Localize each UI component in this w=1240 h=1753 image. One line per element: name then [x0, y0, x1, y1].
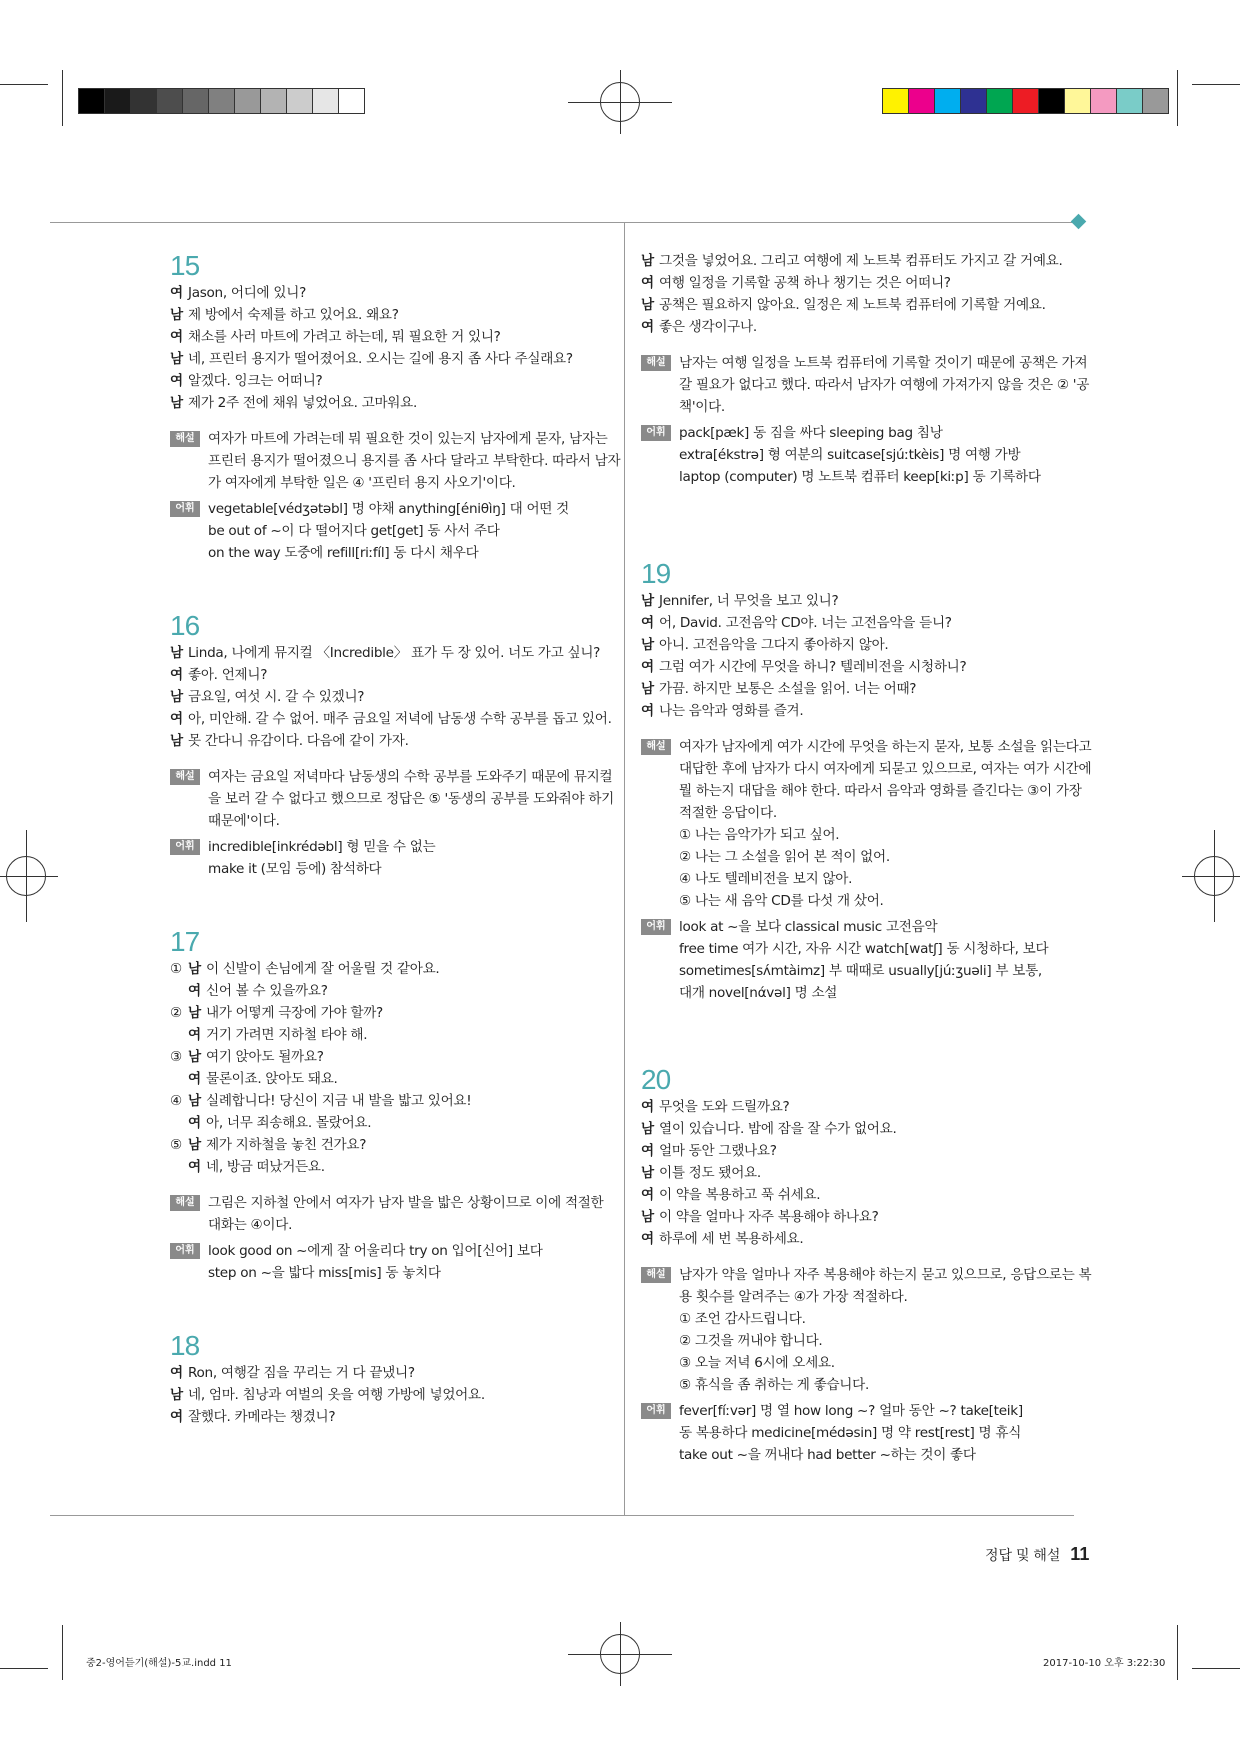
- dialogue-line: [170, 1090, 615, 1112]
- dialogue-line: [170, 730, 615, 752]
- dialogue-text: 신어 볼 수 있을까요?: [206, 983, 328, 999]
- dialogue-text: 네, 방금 떠났거든요.: [206, 1159, 325, 1175]
- color-swatch: [104, 88, 131, 114]
- footer-section: 정답 및 해설: [985, 1547, 1061, 1563]
- question-number: 20: [641, 1064, 671, 1095]
- color-swatch: [1012, 88, 1039, 114]
- explanation: [170, 1192, 615, 1236]
- dialogue-line: [170, 326, 615, 348]
- dialogue-text: 제 방에서 숙제를 하고 있어요. 왜요?: [188, 307, 399, 323]
- crop-mark: [62, 70, 63, 126]
- vocabulary-label: 어휘: [170, 839, 200, 855]
- explanation-line: 책'이다.: [679, 399, 725, 415]
- speaker: 남: [641, 681, 654, 697]
- dialogue-text: Ron, 여행갈 짐을 꾸리는 거 다 끝냈니?: [188, 1365, 415, 1381]
- crop-mark: [1177, 1625, 1178, 1680]
- vocabulary-line: pack[pæk] 동 짐을 싸다 sleeping bag 침낭: [679, 425, 943, 441]
- question-number: 17: [170, 926, 200, 957]
- dialogue-text: 네, 프린터 용지가 떨어졌어요. 오시는 길에 용지 좀 사다 주실래요?: [188, 351, 573, 367]
- speaker: 여: [188, 1027, 201, 1043]
- dialogue-line: [641, 316, 1086, 338]
- explanation: [641, 736, 1092, 912]
- dialogue-text: 이 약을 복용하고 푹 쉬세요.: [659, 1187, 821, 1203]
- speaker: 남: [188, 1093, 201, 1109]
- vocabulary-label: 어휘: [641, 919, 671, 935]
- speaker: 남: [641, 637, 654, 653]
- vocabulary: [641, 916, 1086, 1004]
- vocabulary-label: 어휘: [170, 501, 200, 517]
- dialogue-text: 아, 미안해. 갈 수 없어. 매주 금요일 저녁에 남동생 수학 공부를 돕고 있어.: [188, 711, 612, 727]
- dialogue-line: [641, 1096, 1086, 1118]
- dialogue-line: [641, 590, 1086, 612]
- question-block: [170, 1330, 615, 1428]
- dialogue-line: [170, 1046, 615, 1068]
- page-number: 11: [1070, 1544, 1090, 1564]
- choice-number: ③: [170, 1049, 182, 1065]
- dialogue-text: 가끔. 하지만 보통은 소설을 읽어. 너는 어때?: [659, 681, 917, 697]
- registration-line: [26, 830, 27, 922]
- question-block: [641, 250, 1090, 488]
- dialogue-text: 그럼 여가 시간에 무엇을 하니? 텔레비전을 시청하니?: [659, 659, 967, 675]
- vocabulary-line: look good on ~에게 잘 어울리다 try on 입어[신어] 보다: [208, 1243, 543, 1259]
- color-swatch: [1116, 88, 1143, 114]
- dialogue-text: 아니. 고전음악을 그다지 좋아하지 않아.: [659, 637, 889, 653]
- dialogue-line: [170, 392, 615, 414]
- speaker: 여: [188, 1115, 201, 1131]
- dialogue-text: 무엇을 도와 드릴까요?: [659, 1099, 790, 1115]
- explanation-label: 해설: [170, 1195, 200, 1211]
- dialogue-text: 물론이죠. 앉아도 돼요.: [206, 1071, 338, 1087]
- footer-rule: [50, 1515, 1074, 1516]
- spacer: [641, 338, 1086, 348]
- dialogue-line: [641, 634, 1086, 656]
- vocabulary-line: 동 복용하다 medicine[médəsin] 명 약 rest[rest] 명 휴식: [679, 1425, 1022, 1441]
- color-swatch: [1090, 88, 1117, 114]
- question-number: 15: [170, 250, 200, 281]
- dialogue-text: 아, 너무 죄송해요. 몰랐어요.: [206, 1115, 372, 1131]
- explanation-line: 대답한 후에 남자가 다시 여자에게 되묻고 있으므로, 여자는 여가 시간에: [679, 761, 1092, 777]
- dialogue-line: [170, 1002, 615, 1024]
- color-swatch: [182, 88, 209, 114]
- explanation-line: ⑤ 나는 새 음악 CD를 다섯 개 샀어.: [679, 893, 884, 909]
- dialogue-line: [641, 678, 1086, 700]
- color-swatch: [1064, 88, 1091, 114]
- dialogue-text: 제가 2주 전에 채워 넣었어요. 고마워요.: [188, 395, 417, 411]
- dialogue-text: 내가 어떻게 극장에 가야 할까?: [206, 1005, 383, 1021]
- dialogue-line: [170, 370, 615, 392]
- explanation-line: 가 여자에게 부탁한 일은 ④ '프린터 용지 사오기'이다.: [208, 475, 516, 491]
- dialogue-text: Linda, 나에게 뮤지컬 〈Incredible〉 표가 두 장 있어. 너도 가고 싶니?: [188, 645, 601, 661]
- dialogue-text: 이 신발이 손님에게 잘 어울릴 것 같아요.: [206, 961, 440, 977]
- explanation: [641, 1264, 1092, 1396]
- vocabulary-line: vegetable[védʒətəbl] 명 야채 anything[éniθìŋ] 대 어떤 것: [208, 501, 569, 517]
- dialogue-line: [170, 1156, 615, 1178]
- dialogue-text: 네, 엄마. 침낭과 여벌의 옷을 여행 가방에 넣었어요.: [188, 1387, 485, 1403]
- speaker: 여: [170, 285, 183, 301]
- speaker: 남: [188, 961, 201, 977]
- vocabulary: [170, 836, 615, 880]
- speaker: 여: [641, 659, 654, 675]
- speaker: 여: [170, 667, 183, 683]
- dialogue-line: [170, 282, 615, 304]
- explanation-line: 그림은 지하철 안에서 여자가 남자 발을 밟은 상황이므로 이에 적절한: [208, 1195, 604, 1211]
- vocabulary-label: 어휘: [641, 1403, 671, 1419]
- spacer: [170, 1178, 615, 1188]
- explanation-line: 적절한 응답이다.: [679, 805, 777, 821]
- explanation-line: 뭘 하는지 대답을 해야 한다. 따라서 음악과 영화를 즐긴다는 ③이 가장: [679, 783, 1082, 799]
- dialogue-line: [170, 1068, 615, 1090]
- explanation: [170, 428, 621, 494]
- dialogue-line: [641, 1162, 1086, 1184]
- dialogue-line: [641, 272, 1086, 294]
- vocabulary: [641, 1400, 1086, 1466]
- dialogue-text: 못 간다니 유감이다. 다음에 같이 가자.: [188, 733, 409, 749]
- vocabulary-label: 어휘: [641, 425, 671, 441]
- registration-line: [0, 876, 58, 877]
- color-swatch: [312, 88, 339, 114]
- speaker: 여: [170, 711, 183, 727]
- vocabulary-line: laptop (computer) 명 노트북 컴퓨터 keep[kiːp] 동 기록하다: [679, 469, 1041, 485]
- speaker: 남: [641, 593, 654, 609]
- explanation-label: 해설: [641, 355, 671, 371]
- vocabulary-line: make it (모임 등에) 참석하다: [208, 861, 382, 877]
- print-date: 2017-10-10 오후 3:22:30: [1043, 1658, 1166, 1669]
- explanation-line: ① 조언 감사드립니다.: [679, 1311, 806, 1327]
- explanation: [170, 766, 615, 832]
- speaker: 남: [170, 733, 183, 749]
- choice-number: ①: [170, 961, 182, 977]
- dialogue-line: [170, 1024, 615, 1046]
- crop-mark: [1192, 84, 1240, 85]
- dialogue-line: [641, 294, 1086, 316]
- dialogue-line: [641, 656, 1086, 678]
- color-swatch: [260, 88, 287, 114]
- dialogue-text: 이틀 정도 됐어요.: [659, 1165, 761, 1181]
- dialogue-line: [170, 304, 615, 326]
- page-footer: [985, 1544, 1089, 1565]
- dialogue-text: 채소를 사러 마트에 가려고 하는데, 뭐 필요한 거 있니?: [188, 329, 501, 345]
- color-swatch: [286, 88, 313, 114]
- color-swatch: [1038, 88, 1065, 114]
- dialogue-text: 이 약을 얼마나 자주 복용해야 하나요?: [659, 1209, 879, 1225]
- speaker: 남: [188, 1049, 201, 1065]
- dialogue-text: 그것을 넣었어요. 그리고 여행에 제 노트북 컴퓨터도 가지고 갈 거예요.: [659, 253, 1063, 269]
- explanation-line: 때문에'이다.: [208, 813, 280, 829]
- dialogue-line: [170, 1112, 615, 1134]
- dialogue-line: [170, 348, 615, 370]
- vocabulary: [170, 498, 615, 564]
- explanation-line: 프린터 용지가 떨어졌으니 용지를 좀 사다 달라고 부탁한다. 따라서 남자: [208, 453, 621, 469]
- dialogue-line: [641, 612, 1086, 634]
- dialogue-text: 여행 일정을 기록할 공책 하나 챙기는 것은 어떠니?: [659, 275, 951, 291]
- dialogue-line: [170, 686, 615, 708]
- dialogue-text: 알겠다. 잉크는 어떠니?: [188, 373, 323, 389]
- speaker: 여: [188, 1159, 201, 1175]
- speaker: 여: [641, 703, 654, 719]
- explanation-line: 남자는 여행 일정을 노트북 컴퓨터에 기록할 것이기 때문에 공책은 가져: [679, 355, 1088, 371]
- explanation-line: ③ 오늘 저녁 6시에 오세요.: [679, 1355, 835, 1371]
- speaker: 여: [170, 329, 183, 345]
- dialogue-text: 거기 가려면 지하철 타야 해.: [206, 1027, 368, 1043]
- dialogue-text: 좋아. 언제니?: [188, 667, 268, 683]
- dialogue-line: [641, 1140, 1086, 1162]
- color-swatch: [908, 88, 935, 114]
- registration-line: [1182, 876, 1240, 877]
- choice-number: ④: [170, 1093, 182, 1109]
- right-column: [641, 250, 1092, 1466]
- dialogue-line: [170, 1134, 615, 1156]
- explanation: [641, 352, 1090, 418]
- header-rule: [50, 222, 1074, 223]
- explanation-line: 여자가 마트에 가려는데 뭐 필요한 것이 있는지 남자에게 묻자, 남자는: [208, 431, 608, 447]
- dialogue-line: [170, 1406, 615, 1428]
- speaker: 남: [188, 1005, 201, 1021]
- speaker: 남: [641, 297, 654, 313]
- explanation-line: 갈 필요가 없다고 했다. 따라서 남자가 여행에 가져가지 않을 것은 ② '공: [679, 377, 1090, 393]
- color-swatch: [338, 88, 365, 114]
- spacer: [170, 752, 615, 762]
- speaker: 여: [641, 1187, 654, 1203]
- explanation-line: ⑤ 휴식을 좀 취하는 게 좋습니다.: [679, 1377, 869, 1393]
- crop-mark: [0, 84, 48, 85]
- color-swatch: [882, 88, 909, 114]
- vocabulary-label: 어휘: [170, 1243, 200, 1259]
- speaker: 남: [170, 645, 183, 661]
- speaker: 여: [641, 1231, 654, 1247]
- choice-number: ②: [170, 1005, 182, 1021]
- speaker: 여: [188, 983, 201, 999]
- dialogue-line: [170, 708, 615, 730]
- color-swatch: [78, 88, 105, 114]
- file-slug: 중2-영어듣기(해설)-5교.indd 11: [86, 1658, 232, 1669]
- vocabulary: [170, 1240, 615, 1284]
- speaker: 남: [170, 307, 183, 323]
- speaker: 남: [641, 1121, 654, 1137]
- question-block: [641, 1064, 1092, 1466]
- explanation-line: ① 나는 음악가가 되고 싶어.: [679, 827, 840, 843]
- choice-number: ⑤: [170, 1137, 182, 1153]
- question-number: 19: [641, 558, 671, 589]
- vocabulary-line: fever[fíːvər] 명 열 how long ~? 얼마 동안 ~? take[teik]: [679, 1403, 1023, 1419]
- registration-line: [620, 70, 621, 134]
- question-number: 16: [170, 610, 200, 641]
- vocabulary-line: extra[ékstrə] 형 여분의 suitcase[sjúːtkèis] 명 여행 가방: [679, 447, 1021, 463]
- explanation-line: 남자가 약을 얼마나 자주 복용해야 하는지 묻고 있으므로, 응답으로는 복: [679, 1267, 1092, 1283]
- vocabulary-line: sometimes[sʌ́mtàimz] 부 때때로 usually[júːʒuəli] 부 보통,: [679, 963, 1042, 979]
- dialogue-text: 얼마 동안 그랬나요?: [659, 1143, 777, 1159]
- explanation-line: 대화는 ④이다.: [208, 1217, 293, 1233]
- speaker: 남: [188, 1137, 201, 1153]
- speaker: 남: [170, 395, 183, 411]
- vocabulary-line: be out of ~이 다 떨어지다 get[get] 동 사서 주다: [208, 523, 500, 539]
- dialogue-line: [641, 1206, 1086, 1228]
- speaker: 여: [170, 1365, 183, 1381]
- dialogue-text: 열이 있습니다. 밤에 잠을 잘 수가 없어요.: [659, 1121, 897, 1137]
- dialogue-text: 나는 음악과 영화를 즐겨.: [659, 703, 804, 719]
- explanation-line: 용 횟수를 알려주는 ④가 가장 적절하다.: [679, 1289, 908, 1305]
- dialogue-line: [170, 642, 615, 664]
- speaker: 여: [170, 1409, 183, 1425]
- explanation-label: 해설: [170, 431, 200, 447]
- explanation-label: 해설: [641, 739, 671, 755]
- speaker: 여: [641, 275, 654, 291]
- vocabulary-line: take out ~을 꺼내다 had better ~하는 것이 좋다: [679, 1447, 976, 1463]
- dialogue-text: Jason, 어디에 있니?: [188, 285, 306, 301]
- color-swatch: [130, 88, 157, 114]
- explanation-line: 여자는 금요일 저녁마다 남동생의 수학 공부를 도와주기 때문에 뮤지컬: [208, 769, 613, 785]
- spacer: [641, 722, 1086, 732]
- speaker: 여: [641, 615, 654, 631]
- speaker: 여: [188, 1071, 201, 1087]
- question-block: [170, 926, 615, 1284]
- dialogue-text: 어, David. 고전음악 CD야. 너는 고전음악을 듣니?: [659, 615, 952, 631]
- dialogue-line: [641, 1228, 1086, 1250]
- speaker: 남: [170, 351, 183, 367]
- question-block: [170, 610, 615, 880]
- left-column: [170, 250, 621, 1428]
- color-swatch: [208, 88, 235, 114]
- speaker: 남: [641, 1209, 654, 1225]
- dialogue-text: 공책은 필요하지 않아요. 일정은 제 노트북 컴퓨터에 기록할 거예요.: [659, 297, 1046, 313]
- question-block: [641, 558, 1092, 1004]
- explanation-line: ② 그것을 꺼내야 합니다.: [679, 1333, 823, 1349]
- dialogue-text: 실례합니다! 당신이 지금 내 발을 밟고 있어요!: [206, 1093, 472, 1109]
- dialogue-line: [641, 250, 1086, 272]
- vocabulary-line: look at ~을 보다 classical music 고전음악: [679, 919, 938, 935]
- speaker: 남: [641, 1165, 654, 1181]
- speaker: 남: [170, 1387, 183, 1403]
- column-divider: [624, 222, 625, 1515]
- color-swatch: [1142, 88, 1169, 114]
- registration-line: [1214, 830, 1215, 922]
- crop-mark: [1192, 1668, 1240, 1669]
- color-swatch: [234, 88, 261, 114]
- explanation-line: ④ 나도 텔레비전을 보지 않아.: [679, 871, 853, 887]
- color-swatch: [986, 88, 1013, 114]
- crop-mark: [0, 1668, 48, 1669]
- registration-line: [620, 1622, 621, 1686]
- explanation-line: 여자가 남자에게 여가 시간에 무엇을 하는지 묻자, 보통 소설을 읽는다고: [679, 739, 1092, 755]
- dialogue-text: Jennifer, 너 무엇을 보고 있니?: [659, 593, 839, 609]
- dialogue-text: 여기 앉아도 될까요?: [206, 1049, 324, 1065]
- question-number: 18: [170, 1330, 200, 1361]
- color-swatch: [156, 88, 183, 114]
- dialogue-text: 잘했다. 카메라는 챙겼니?: [188, 1409, 336, 1425]
- header-diamond: [1071, 214, 1087, 230]
- crop-mark: [1177, 70, 1178, 126]
- vocabulary-line: free time 여가 시간, 자유 시간 watch[watʃ] 동 시청하다, 보다: [679, 941, 1049, 957]
- dialogue-line: [641, 1118, 1086, 1140]
- dialogue-line: [170, 1362, 615, 1384]
- explanation-label: 해설: [641, 1267, 671, 1283]
- dialogue-text: 좋은 생각이구나.: [659, 319, 757, 335]
- question-block: [170, 250, 621, 564]
- explanation-line: ② 나는 그 소설을 읽어 본 적이 없어.: [679, 849, 890, 865]
- speaker: 여: [641, 319, 654, 335]
- speaker: 여: [641, 1099, 654, 1115]
- vocabulary-line: incredible[inkrédəbl] 형 믿을 수 없는: [208, 839, 436, 855]
- explanation-line: 을 보러 갈 수 없다고 했으므로 정답은 ⑤ '동생의 공부를 도와줘야 하기: [208, 791, 615, 807]
- vocabulary-line: step on ~을 밟다 miss[mis] 동 놓치다: [208, 1265, 441, 1281]
- spacer: [641, 1250, 1086, 1260]
- vocabulary-line: 대개 novel[nάvəl] 명 소설: [679, 985, 838, 1001]
- dialogue-text: 제가 지하철을 놓친 건가요?: [206, 1137, 367, 1153]
- dialogue-line: [641, 700, 1086, 722]
- vocabulary-line: on the way 도중에 refill[riːfíl] 동 다시 채우다: [208, 545, 479, 561]
- speaker: 여: [641, 1143, 654, 1159]
- speaker: 남: [641, 253, 654, 269]
- dialogue-line: [170, 958, 615, 980]
- color-swatch: [960, 88, 987, 114]
- color-swatch: [934, 88, 961, 114]
- dialogue-text: 하루에 세 번 복용하세요.: [659, 1231, 804, 1247]
- speaker: 여: [170, 373, 183, 389]
- spacer: [170, 414, 615, 424]
- dialogue-text: 금요일, 여섯 시. 갈 수 있겠니?: [188, 689, 365, 705]
- dialogue-line: [170, 664, 615, 686]
- speaker: 남: [170, 689, 183, 705]
- dialogue-line: [170, 980, 615, 1002]
- crop-mark: [62, 1625, 63, 1680]
- vocabulary: [641, 422, 1086, 488]
- explanation-label: 해설: [170, 769, 200, 785]
- dialogue-line: [170, 1384, 615, 1406]
- dialogue-line: [641, 1184, 1086, 1206]
